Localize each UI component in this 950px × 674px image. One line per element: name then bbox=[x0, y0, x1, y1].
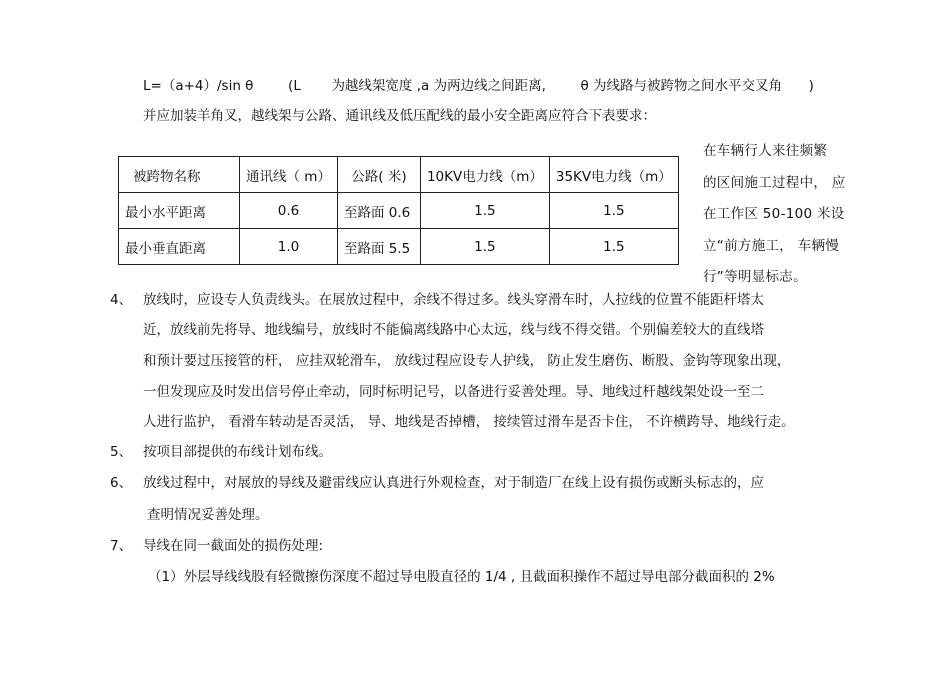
intro-paragraph: 并应加装羊角叉，越线架与公路、通讯线及低压配线的最小安全距离应符合下表要求： bbox=[143, 108, 656, 124]
table-header-row bbox=[119, 157, 679, 193]
formula-note-text-2: θ 为线路与被跨物之间水平交叉角 bbox=[580, 78, 783, 94]
item-5-line: 按项目部提供的布线计划布线。 bbox=[143, 444, 332, 460]
table-cell: 1.5 bbox=[420, 193, 549, 229]
item-4-line: 放线时，应设专人负责线头。在展放过程中，余线不得过多。线头穿滑车时，人拉线的位置不能距杆塔太 bbox=[143, 292, 764, 308]
table-cell: 至路面 5.5 bbox=[337, 229, 420, 265]
side-note bbox=[703, 136, 863, 294]
table-header-cell: 通讯线（ m） bbox=[240, 157, 338, 193]
table-cell: 最小垂直距离 bbox=[119, 229, 240, 265]
formula-note-close: ) bbox=[808, 78, 814, 94]
item-6-line: 查明情况妥善处理。 bbox=[147, 507, 269, 523]
side-note-line: 立“前方施工， 车辆慢 bbox=[703, 237, 840, 254]
table-row bbox=[119, 229, 679, 265]
item-6-line: 放线过程中，对展放的导线及避雷线应认真进行外观检查，对于制造厂在线上设有损伤或断头标志的，应 bbox=[143, 475, 764, 491]
table-header-cell: 被跨物名称 bbox=[119, 157, 240, 193]
table-cell: 1.5 bbox=[549, 229, 678, 265]
safety-distance-table bbox=[118, 156, 679, 265]
item-4-line: 近，放线前先将导、地线编号，放线时不能偏离线路中心太远，线与线不得交错。个别偏差较大的直线塔 bbox=[143, 322, 764, 338]
table-cell: 1.5 bbox=[420, 229, 549, 265]
side-note-line: 在工作区 50-100 米设 bbox=[703, 206, 845, 222]
table-header-cell: 公路( 米) bbox=[337, 157, 420, 193]
formula-line bbox=[143, 77, 814, 95]
table-cell: 1.5 bbox=[549, 193, 678, 229]
formula-note-open: (L bbox=[288, 78, 301, 94]
table-cell: 最小水平距离 bbox=[119, 193, 240, 229]
formula-note-text: 为越线架宽度 ,a 为两边线之间距离, bbox=[331, 78, 546, 94]
item-7-line: 导线在同一截面处的损伤处理: bbox=[143, 538, 324, 554]
side-note-line: 在车辆行人来往频繁 bbox=[703, 143, 828, 159]
item-4-line: 人进行监护， 看滑车转动是否灵活， 导、地线是否掉槽， 接续管过滑车是否卡住， 不许横跨导、地线行走。 bbox=[143, 414, 795, 430]
side-note-line: 的区间施工过程中， 应 bbox=[703, 174, 846, 191]
item-4-line: 和预计要过压接管的杆， 应挂双轮滑车， 放线过程应设专人护线， 防止发生磨伤、断股、金钩等现象出现， bbox=[143, 353, 791, 369]
table-row bbox=[119, 193, 679, 229]
table-header-cell: 35KV电力线（m） bbox=[549, 157, 678, 193]
table-cell: 至路面 0.6 bbox=[337, 193, 420, 229]
table-cell: 1.0 bbox=[240, 229, 338, 265]
item-4-line: 一但发现应及时发出信号停止牵动，同时标明记号，以备进行妥善处理。导、地线过杆越线架处设一至二 bbox=[143, 384, 764, 400]
item-number: 5、 bbox=[110, 444, 133, 460]
item-number: 6、 bbox=[110, 475, 133, 491]
sub-item-1: （1）外层导线线股有轻微擦伤深度不超过导电股直径的 1/4 , 且截面积操作不超过导电部分截面积的 2% bbox=[148, 569, 775, 585]
side-note-line: 行”等明显标志。 bbox=[703, 269, 807, 285]
formula-expression: L=（a+4）/sin θ bbox=[143, 78, 254, 94]
table-cell: 0.6 bbox=[240, 193, 338, 229]
item-number: 4、 bbox=[110, 292, 133, 308]
item-number: 7、 bbox=[110, 538, 133, 554]
table-header-cell: 10KV电力线（m） bbox=[420, 157, 549, 193]
